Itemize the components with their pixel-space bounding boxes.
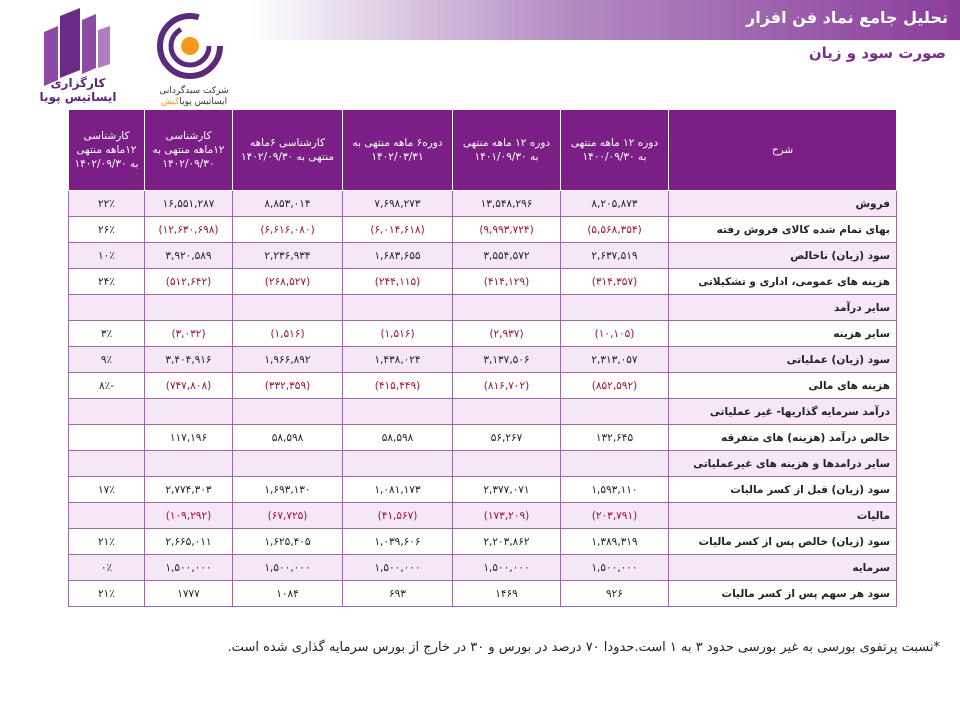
table-row — [69, 295, 897, 321]
table-cell — [453, 451, 561, 477]
table-row — [69, 555, 897, 581]
row-label: سود (زیان) قبل از کسر مالیات — [669, 477, 897, 503]
table-cell — [561, 451, 669, 477]
table-cell: ۱,۵۰۰,۰۰۰ — [453, 555, 561, 581]
table-cell: (۳,۰۳۲) — [145, 321, 233, 347]
row-label: هزینه های مالی — [669, 373, 897, 399]
title-bar — [250, 0, 960, 40]
table-cell — [69, 399, 145, 425]
table-cell — [145, 295, 233, 321]
table-cell — [69, 503, 145, 529]
section-title: صورت سود و زیان — [808, 44, 946, 62]
table-row — [69, 269, 897, 295]
table-cell: ۳,۵۵۴,۵۷۲ — [453, 243, 561, 269]
table-cell: (۲۴۴,۱۱۵) — [343, 269, 453, 295]
row-label: سود (زیان) خالص پس از کسر مالیات — [669, 529, 897, 555]
table-cell: (۴۱,۵۶۷) — [343, 503, 453, 529]
table-cell: (۱۲,۶۳۰,۶۹۸) — [145, 217, 233, 243]
table-row — [69, 581, 897, 607]
table-cell: ۲,۶۶۵,۰۱۱ — [145, 529, 233, 555]
table-cell: ۱۰۸۴ — [233, 581, 343, 607]
table-cell — [233, 399, 343, 425]
table-cell: ۵۸,۵۹۸ — [343, 425, 453, 451]
table-cell: ۱۶,۵۵۱,۲۸۷ — [145, 191, 233, 217]
table-cell: ۱,۵۰۰,۰۰۰ — [145, 555, 233, 581]
column-header: دوره۶ ماهه منتهی به ۱۴۰۲/۰۳/۳۱ — [343, 110, 453, 191]
table-cell: ۱۳,۵۴۸,۲۹۶ — [453, 191, 561, 217]
table-cell — [69, 425, 145, 451]
table-cell: ۲,۳۷۷,۰۷۱ — [453, 477, 561, 503]
row-label: سایر درآمد — [669, 295, 897, 321]
table-row — [69, 373, 897, 399]
income-statement-table — [68, 109, 897, 607]
table-cell — [69, 295, 145, 321]
row-label: مالیات — [669, 503, 897, 529]
footnote: *نسبت پرتفوی بورسی به غیر بورسی حدود ۳ به ۱ است.حدودا ۷۰ درصد در بورس و ۳۰ در خارج از بورس سرمایه گذاری شده است. — [227, 640, 940, 655]
table-cell: ۱۴۶۹ — [453, 581, 561, 607]
table-cell — [233, 451, 343, 477]
table-cell: ۱,۶۲۵,۴۰۵ — [233, 529, 343, 555]
table-cell — [233, 295, 343, 321]
table-cell: ۹٪ — [69, 347, 145, 373]
page-title: تحلیل جامع نماد فن افزار — [746, 8, 948, 27]
fund-logo-text — [146, 86, 242, 108]
row-label: سود (زیان) عملیاتی — [669, 347, 897, 373]
table-cell: (۱۰,۱۰۵) — [561, 321, 669, 347]
table-cell: (۹,۹۹۳,۷۲۴) — [453, 217, 561, 243]
table-cell — [561, 399, 669, 425]
table-cell: ۱,۰۳۹,۶۰۶ — [343, 529, 453, 555]
table-cell: ۰٪ — [69, 555, 145, 581]
table-cell: ۲۲٪ — [69, 191, 145, 217]
table-cell: ۲۴٪ — [69, 269, 145, 295]
table-cell: ۱۱۷,۱۹۶ — [145, 425, 233, 451]
table-cell — [145, 399, 233, 425]
table-cell — [343, 399, 453, 425]
table-cell: ۲,۳۱۳,۰۵۷ — [561, 347, 669, 373]
table-cell: (۸۱۶,۷۰۲) — [453, 373, 561, 399]
row-label: سایر درامدها و هزینه های غیرعملیاتی — [669, 451, 897, 477]
table-row — [69, 243, 897, 269]
table-cell: ۳,۱۳۷,۵۰۶ — [453, 347, 561, 373]
table-cell: (۲۶۸,۵۲۷) — [233, 269, 343, 295]
table-cell: ۱,۰۸۱,۱۷۳ — [343, 477, 453, 503]
column-header: کارشناسی ۱۲ماهه منتهی به ۱۴۰۲/۰۹/۳۰ — [145, 110, 233, 191]
table-row — [69, 503, 897, 529]
table-cell: ۵۸,۵۹۸ — [233, 425, 343, 451]
table-cell: ۱۷۷۷ — [145, 581, 233, 607]
table-cell: ۱,۵۰۰,۰۰۰ — [561, 555, 669, 581]
table-cell — [145, 451, 233, 477]
table-cell: ۵۶,۲۶۷ — [453, 425, 561, 451]
table-cell: ۲۶٪ — [69, 217, 145, 243]
table-cell: ۱۳۲,۶۴۵ — [561, 425, 669, 451]
column-header: کارشناسی ۶ماهه منتهی به ۱۴۰۲/۰۹/۳۰ — [233, 110, 343, 191]
table-cell: ۲,۲۳۶,۹۳۴ — [233, 243, 343, 269]
table-row — [69, 529, 897, 555]
table-cell — [561, 295, 669, 321]
table-cell: (۲,۹۳۷) — [453, 321, 561, 347]
table-cell: ۸,۲۰۵,۸۷۳ — [561, 191, 669, 217]
table-cell: ۱,۵۰۰,۰۰۰ — [343, 555, 453, 581]
table-row — [69, 321, 897, 347]
table-cell: (۶,۰۱۴,۶۱۸) — [343, 217, 453, 243]
broker-logo-text: کارگزاری ایساتیس پویا — [39, 76, 117, 104]
table-cell: ۱,۳۸۹,۳۱۹ — [561, 529, 669, 555]
table-cell: ۱,۶۸۳,۶۵۵ — [343, 243, 453, 269]
fund-logo-kish: کیش — [160, 97, 180, 107]
row-label: خالص درآمد (هزینه) های متفرقه — [669, 425, 897, 451]
table-cell: ۳,۴۰۴,۹۱۶ — [145, 347, 233, 373]
table-cell: ۱,۴۳۸,۰۲۴ — [343, 347, 453, 373]
table-cell — [343, 295, 453, 321]
table-row — [69, 477, 897, 503]
table-cell: -۸٪ — [69, 373, 145, 399]
table-cell: (۱,۵۱۶) — [233, 321, 343, 347]
row-label: سود (زیان) ناخالص — [669, 243, 897, 269]
table-cell — [453, 295, 561, 321]
table-cell: ۲۱٪ — [69, 529, 145, 555]
table-row — [69, 347, 897, 373]
table-cell: (۵,۵۶۸,۳۵۴) — [561, 217, 669, 243]
table-cell: ۳,۹۲۰,۵۸۹ — [145, 243, 233, 269]
table-cell — [343, 451, 453, 477]
table-cell: ۲,۶۳۷,۵۱۹ — [561, 243, 669, 269]
table-cell — [453, 399, 561, 425]
table-row — [69, 399, 897, 425]
row-label: سود هر سهم پس از کسر مالیات — [669, 581, 897, 607]
column-header: دوره ۱۲ ماهه منتهی به ۱۴۰۱/۰۹/۳۰ — [453, 110, 561, 191]
table-cell: ۹۲۶ — [561, 581, 669, 607]
table-cell: ۲,۲۰۳,۸۶۲ — [453, 529, 561, 555]
table-cell: ۳٪ — [69, 321, 145, 347]
table-cell: ۲,۷۷۴,۳۰۳ — [145, 477, 233, 503]
table-cell: ۱,۹۶۶,۸۹۲ — [233, 347, 343, 373]
table-cell: ۱,۵۹۳,۱۱۰ — [561, 477, 669, 503]
table-cell: (۱۷۳,۲۰۹) — [453, 503, 561, 529]
table-cell: (۷۴۷,۸۰۸) — [145, 373, 233, 399]
table-cell: (۸۵۲,۵۹۲) — [561, 373, 669, 399]
table-header-row — [69, 110, 897, 191]
table-row — [69, 217, 897, 243]
table-cell: ۶۹۳ — [343, 581, 453, 607]
table-cell: ۱۷٪ — [69, 477, 145, 503]
table-cell: (۱,۵۱۶) — [343, 321, 453, 347]
table-cell: (۴۱۴,۱۲۹) — [453, 269, 561, 295]
table-cell: (۳۱۴,۳۵۷) — [561, 269, 669, 295]
table-cell — [69, 451, 145, 477]
table-cell: ۱,۶۹۳,۱۳۰ — [233, 477, 343, 503]
table-cell: ۷,۶۹۸,۲۷۳ — [343, 191, 453, 217]
table-cell: ۱,۵۰۰,۰۰۰ — [233, 555, 343, 581]
table-row — [69, 425, 897, 451]
table-cell: ۸,۸۵۳,۰۱۴ — [233, 191, 343, 217]
table-cell: (۱۰۹,۲۹۲) — [145, 503, 233, 529]
table-cell: (۶,۶۱۶,۰۸۰) — [233, 217, 343, 243]
row-label: بهای تمام شده کالای فروش رفته — [669, 217, 897, 243]
table-cell: (۵۱۲,۶۴۲) — [145, 269, 233, 295]
column-header: کارشناسی ۱۲ماهه منتهی به ۱۴۰۲/۰۹/۳۰ — [69, 110, 145, 191]
table-body — [69, 191, 897, 607]
fund-logo-name: ایساتیس پویا — [179, 97, 228, 107]
table-cell: ۲۱٪ — [69, 581, 145, 607]
fund-logo-line2 — [146, 97, 242, 108]
column-header: دوره ۱۲ ماهه منتهی به ۱۴۰۰/۰۹/۳۰ — [561, 110, 669, 191]
row-label: هزینه های عمومی، اداری و تشکیلاتی — [669, 269, 897, 295]
table-cell: (۴۱۵,۴۴۹) — [343, 373, 453, 399]
row-label: سرمایه — [669, 555, 897, 581]
table-row — [69, 451, 897, 477]
table-cell: (۳۳۲,۳۵۹) — [233, 373, 343, 399]
table-row — [69, 191, 897, 217]
table-cell: (۶۷,۷۲۵) — [233, 503, 343, 529]
table-cell: ۱۰٪ — [69, 243, 145, 269]
table-cell: (۲۰۳,۷۹۱) — [561, 503, 669, 529]
fund-logo-line1: شرکت سبدگردانی — [159, 86, 229, 96]
row-label: درآمد سرمایه گذاریها- غیر عملیاتی — [669, 399, 897, 425]
column-header: شرح — [669, 110, 897, 191]
row-label: سایر هزینه — [669, 321, 897, 347]
row-label: فروش — [669, 191, 897, 217]
fund-logo-icon — [156, 12, 224, 80]
